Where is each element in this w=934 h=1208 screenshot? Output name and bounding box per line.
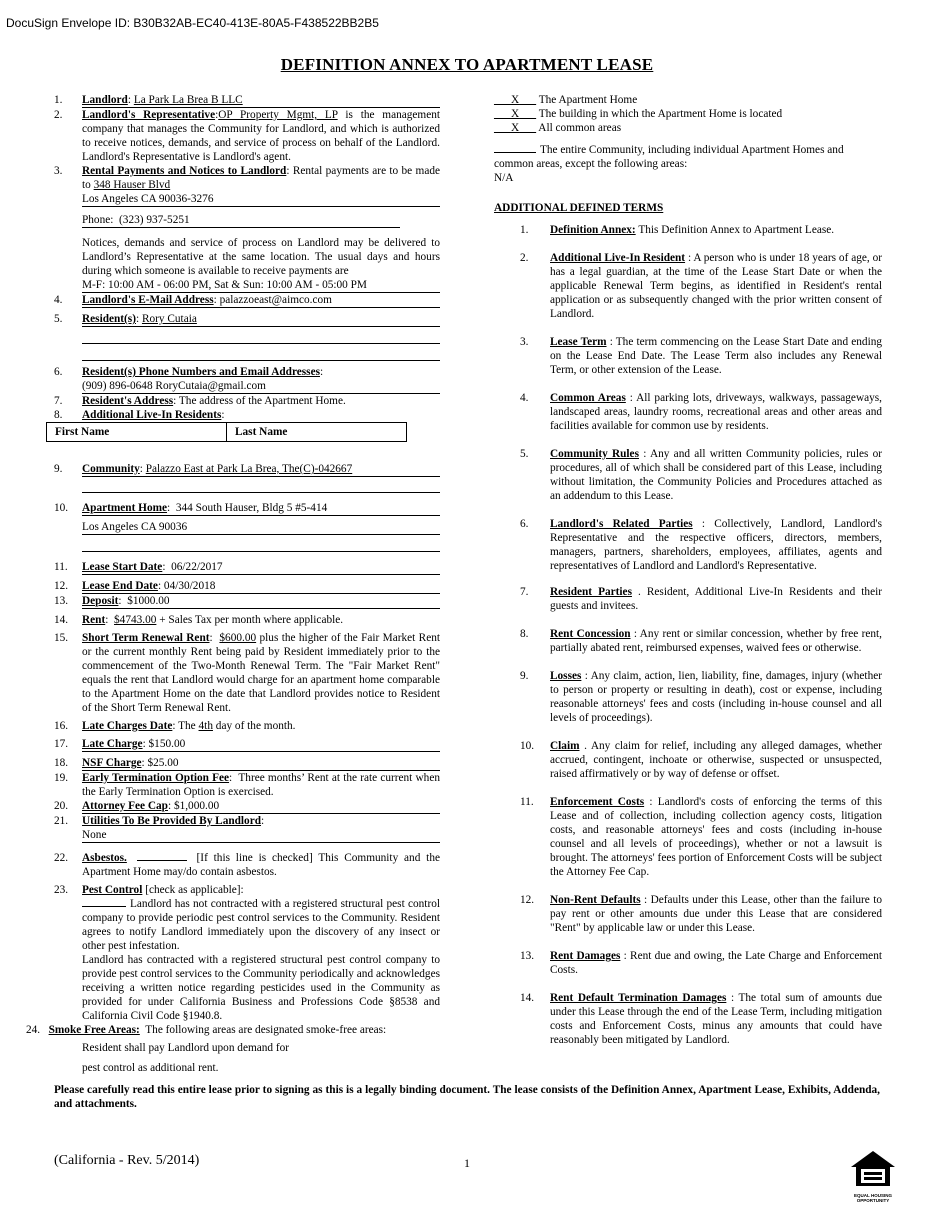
signing-notice: Please carefully read this entire lease prior to signing as this is a legally binding document. The lease consists of the Definition Annex, Apartment Lease, Exhibits, Addenda, and attachments. — [54, 1084, 880, 1110]
item-rental-payments: 3. Rental Payments and Notices to Landlord: Rental payments are to be made to 348 Hauser Blvd Los Angeles CA 90036-3276 Phone: (323) 937-5251 Notices, demands and service of process on Landlord may be delivered to Landlord’s Representative at the same location. The usual days and hours during which someone is available to receive payments are M-F: 10:00 AM - 06:00 PM, Sat & Sun: 10:00 AM - 05:00 PM — [54, 165, 441, 291]
defined-term — [494, 251, 882, 321]
defined-term — [494, 517, 882, 573]
defined-term — [494, 223, 882, 237]
item-pest-control: 23. Pest Control [check as applicable]: Landlord has not contracted with a registered structural pest control company to provide periodic pest control services to the Community. Resident agrees to notify Landlord immediately upon the discovery of any insect or other pest infestation. Landlord has contracted with a registered structural pest control company to provide pest control services to the Community periodically and acknowledges receiving a written notice regarding pesticides used in the Community as provided for under California Business and Professions Code §8538 and California Civil Code §1940.8. — [54, 884, 440, 1022]
right-column — [494, 93, 882, 1047]
equal-housing-text: EQUAL HOUSING OPPORTUNITY — [854, 1193, 892, 1203]
nsf-value: $25.00 — [147, 757, 179, 769]
defined-terms-list — [494, 223, 882, 1047]
defined-term-number: 6. — [520, 518, 529, 530]
item-attorney-fee-cap: 20. Attorney Fee Cap: $1,000.00 — [54, 799, 440, 814]
defined-term-text: : Defaults under this Lease, other than the failure to pay rent or other amounts due under this Lease that are considered "Rent" by applicable law or under this Lease. — [550, 894, 882, 934]
defined-term-label: Non-Rent Defaults — [550, 894, 641, 906]
item-resident-contacts: 6. Resident(s) Phone Numbers and Email Addresses: (909) 896-0648 RoryCutaia@gmail.com — [54, 365, 440, 394]
resident-contact-value: (909) 896-0648 RoryCutaia@gmail.com — [82, 379, 440, 394]
item-apartment-home: 10. Apartment Home: 344 South Hauser, Bldg 5 #5-414 Los Angeles CA 90036 — [54, 501, 440, 552]
notices-text: Notices, demands and service of process on Landlord may be delivered to Landlord’s Representative at the same location. The usual days and hours during which someone is available to receive payments are — [82, 237, 440, 277]
defined-term-text: This Definition Annex to Apartment Lease. — [638, 224, 835, 236]
resident-name: Rory Cutaia — [141, 313, 197, 325]
defined-term-text: : All parking lots, driveways, walkways, passageways, landscaped areas, laundry rooms, recreational areas and other areas and facilities available for common use by residents. — [550, 392, 882, 432]
item-late-charges-date: 16. Late Charges Date: The 4th day of the month. — [54, 720, 296, 732]
rep-text: is the management company that manages the Community for Landlord, and which is authorized to receive notices, demands, and service of process on behalf of the Landlord. Landlord's Representative is Landlord's agent. — [82, 109, 441, 163]
defined-term-number: 12. — [520, 894, 535, 906]
item-resident-address: 7. Resident's Address: The address of the Apartment Home. — [54, 395, 346, 407]
address-line-1: 348 Hauser Blvd — [93, 179, 171, 191]
defined-term-text: : The term commencing on the Lease Start Date and ending on the Lease End Date. The Lease Term also includes any Renewal Term, or other extension of the Lease. — [550, 336, 883, 376]
defined-term-label: Landlord's Related Parties — [550, 518, 693, 530]
defined-term-number: 7. — [520, 586, 529, 598]
defined-term — [494, 669, 882, 725]
document-title: DEFINITION ANNEX TO APARTMENT LEASE — [280, 55, 654, 74]
str-value: $600.00 — [219, 632, 257, 644]
late-charge-value: $150.00 — [148, 738, 186, 750]
item-landlord: 1. Landlord: La Park La Brea B LLC — [54, 93, 440, 108]
rent-value: $4743.00 — [114, 614, 157, 626]
item-asbestos: 22. Asbestos. [If this line is checked] This Community and the Apartment Home may/do contain asbestos. — [54, 852, 440, 878]
item-short-term-renewal: 15. Short Term Renewal Rent: $600.00 plus the higher of the Fair Market Rent or the current monthly Rent being paid by Resident immediately prior to the commencement of the Two-Month Renewal Term. The "Fair Market Rent" equals the rent that Landlord would charge for an apartment home comparable to the Apartment Home on the date that Landlord provides notice to Resident of the Short Term Renewal Rent. — [54, 632, 441, 714]
last-name-header: Last Name — [227, 423, 407, 442]
item-lease-end: 12. Lease End Date: 04/30/2018 — [54, 579, 440, 594]
item-deposit: 13. Deposit: $1000.00 — [54, 594, 440, 609]
defined-term-number: 11. — [520, 796, 534, 808]
defined-term-label: Rent Damages — [550, 950, 621, 962]
defined-term-text: : Any claim, action, lien, liability, fine, damages, injury (whether to person or property or resulting in death), cost or expense, including reasonable attorneys' fees and costs (including in-house counsel and all levels of proceedings). — [550, 670, 882, 724]
live-in-residents-table — [46, 422, 407, 442]
resident-shall-pay: Resident shall pay Landlord upon demand for — [82, 1042, 290, 1054]
landlord-value: La Park La Brea B LLC — [133, 94, 243, 106]
defined-term-text: : Any rent or similar concession, whether by free rent, partially abated rent, reimbursed expenses, waived fees or otherwise. — [550, 628, 883, 654]
defined-term-number: 10. — [520, 740, 535, 752]
landlord-phone: (323) 937-5251 — [119, 214, 190, 226]
defined-term-label: Community Rules — [550, 448, 639, 460]
first-name-header: First Name — [47, 423, 227, 442]
landlord-label: Landlord — [82, 94, 128, 106]
deposit-value: $1000.00 — [127, 595, 170, 607]
defined-term-text: : Collectively, Landlord, Landlord's Representative and the respective officers, directors, members, managers, partners, shareholders, employees, affiliates, agents and representatives of Landlord and Landlord's Representative. — [550, 518, 882, 572]
item-community: 9. Community: Palazzo East at Park La Brea, The(C)-042667 — [54, 462, 440, 493]
asbestos-checkbox-line — [137, 860, 187, 861]
defined-term-label: Losses — [550, 670, 582, 682]
defined-term-text: : The total sum of amounts due under this Lease through the end of the Lease Term, including mitigation costs and Enforcement Costs, minus any amounts that could have reasonably been mitigated by Landlord. — [550, 992, 883, 1046]
defined-term-label: Claim — [550, 740, 580, 752]
defined-term — [494, 795, 882, 879]
defined-term-text: . Resident, Additional Live-In Residents and their guests and invitees. — [550, 586, 882, 612]
defined-term-number: 8. — [520, 628, 529, 640]
defined-term-number: 5. — [520, 448, 529, 460]
left-column — [26, 93, 441, 1075]
smoke-option-entire: The entire Community, including individual Apartment Homes and common areas, except the following areas: — [494, 144, 844, 170]
item-lease-start: 11. Lease Start Date: 06/22/2017 — [54, 560, 440, 575]
defined-term — [494, 335, 882, 377]
defined-term-number: 13. — [520, 950, 535, 962]
attorney-fee-value: $1,000.00 — [173, 800, 220, 812]
rep-label: Landlord's Representative — [82, 109, 216, 121]
defined-term — [494, 893, 882, 935]
defined-term-number: 1. — [520, 224, 529, 236]
item-smoke-free: 24. Smoke Free Areas: The following areas are designated smoke-free areas: — [26, 1024, 387, 1036]
smoke-option-3: ___X___ All common areas — [494, 122, 622, 134]
defined-term-label: Enforcement Costs — [550, 796, 645, 808]
defined-term-label: Resident Parties — [550, 586, 632, 598]
utilities-value: None — [82, 828, 440, 843]
late-day-value: 4th — [198, 720, 213, 732]
defined-term-number: 9. — [520, 670, 529, 682]
additional-terms-heading: ADDITIONAL DEFINED TERMS — [494, 202, 664, 214]
rep-value: OP Property Mgmt, LP — [218, 109, 338, 121]
defined-term — [494, 949, 882, 977]
defined-term-text: : Landlord's costs of enforcing the terms of this Lease and of collection, including collection agency costs, litigation costs, and reasonable attorneys' fees and costs (including in-house counsel and all levels of proceedings), whether or not a lawsuit is brought. The attorneys' fees portion of Enforcement Costs will be subject the Attorney Fee Cap. — [550, 796, 882, 878]
defined-term — [494, 991, 882, 1047]
lease-end-value: 04/30/2018 — [163, 580, 216, 592]
defined-term-label: Common Areas — [550, 392, 626, 404]
pest-option-1-line — [82, 906, 126, 907]
smoke-option-2: ___X___ The building in which the Apartment Home is located — [494, 108, 783, 120]
defined-term — [494, 739, 882, 781]
defined-term — [494, 627, 882, 655]
defined-term-number: 2. — [520, 252, 529, 264]
address-line-2: Los Angeles CA 90036-3276 — [82, 192, 440, 207]
defined-term-text: : Rent due and owing, the Late Charge and Enforcement Costs. — [550, 950, 882, 976]
item-nsf-charge: 18. NSF Charge: $25.00 — [54, 756, 440, 771]
apartment-address: 344 South Hauser, Bldg 5 #5-414 — [175, 502, 328, 514]
office-hours: M-F: 10:00 AM - 06:00 PM, Sat & Sun: 10:00 AM - 05:00 PM — [82, 278, 440, 293]
defined-term-text: : Any and all written Community policies, rules or procedures, all of which shall be considered part of this Lease, including without limitation, the Community Policies and Procedures attached as an addendum to this Lease. — [550, 448, 883, 502]
defined-term-label: Rent Concession — [550, 628, 631, 640]
item-rent: 14. Rent: $4743.00 + Sales Tax per month where applicable. — [54, 614, 344, 626]
envelope-id: DocuSign Envelope ID: B30B32AB-EC40-413E-80A5-F438522BB2B5 — [6, 16, 379, 30]
defined-term-number: 4. — [520, 392, 529, 404]
equal-housing-logo-icon — [848, 1148, 898, 1203]
defined-term — [494, 585, 882, 613]
item-live-in-residents: 8. Additional Live-In Residents: — [54, 409, 225, 421]
page-number: 1 — [464, 1156, 470, 1170]
item-representative: 2. Landlord's Representative:OP Property Mgmt, LP is the management company that manages the Community for Landlord, and which is authorized to receive notices, demands, and service of process on behalf of the Landlord. Landlord's Representative is Landlord's agent. — [54, 109, 441, 163]
item-utilities: 21. Utilities To Be Provided By Landlord: None — [54, 814, 440, 843]
apartment-city: Los Angeles CA 90036 — [82, 520, 440, 535]
defined-term-number: 14. — [520, 992, 535, 1004]
lease-start-value: 06/22/2017 — [171, 561, 223, 573]
defined-term — [494, 391, 882, 433]
item-residents: 5. Resident(s): Rory Cutaia — [54, 312, 440, 361]
pest-additional-rent: pest control as additional rent. — [82, 1062, 219, 1074]
item-email: 4. Landlord's E-Mail Address: palazzoeast@aimco.com — [54, 293, 440, 308]
landlord-email: palazzoeast@aimco.com — [219, 294, 332, 306]
smoke-exception-value: N/A — [494, 172, 514, 184]
defined-term — [494, 447, 882, 503]
defined-term-text: . Any claim for relief, including any alleged damages, whether accrued, contingent, inchoate or otherwise, suspected or unsuspected, raised affirmatively or by way of defense or offset. — [550, 740, 882, 780]
defined-term-label: Lease Term — [550, 336, 607, 348]
revision-label: (California - Rev. 5/2014) — [54, 1153, 200, 1168]
defined-term-label: Rent Default Termination Damages — [550, 992, 727, 1004]
item-early-termination: 19. Early Termination Option Fee: Three months’ Rent at the rate current when the Early Termination Option is exercised. — [54, 772, 440, 798]
defined-term-text: : A person who is under 18 years of age, or has a legal guardian, at the time of the Lease Start Date or when the applicable Renewal Term begins, as identified in Resident's rental application or as subsequently changed with the prior written consent of Landlord. — [550, 252, 882, 320]
item-late-charge: 17. Late Charge: $150.00 — [54, 737, 440, 752]
defined-term-label: Additional Live-In Resident — [550, 252, 686, 264]
defined-term-number: 3. — [520, 336, 529, 348]
smoke-option-1: ___X___ The Apartment Home — [494, 94, 638, 106]
defined-term-label: Definition Annex: — [550, 224, 636, 236]
community-value: Palazzo East at Park La Brea, The(C)-042667 — [145, 463, 353, 475]
